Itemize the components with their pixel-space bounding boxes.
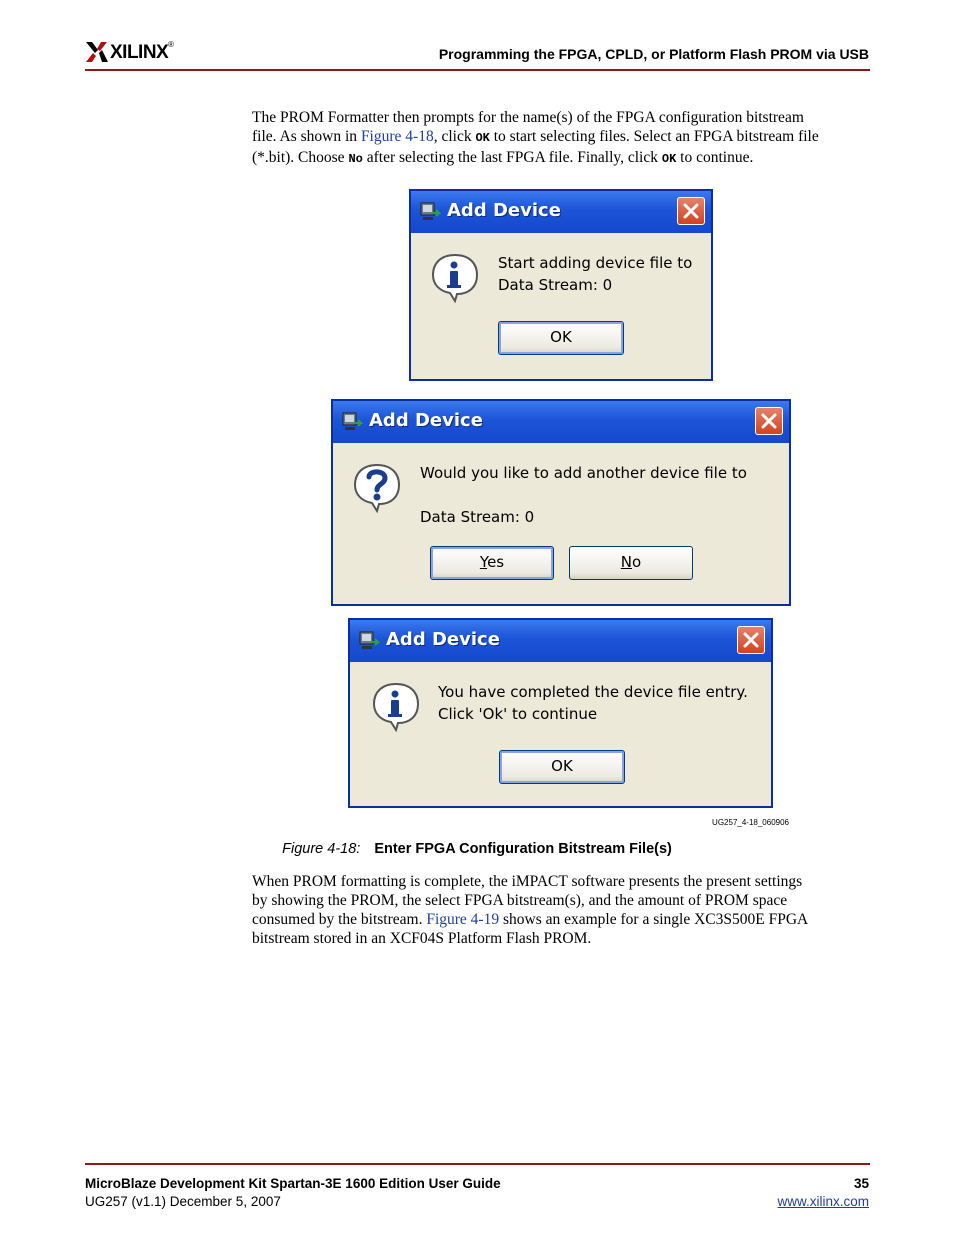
para1-line1: The PROM Formatter then prompts for the name(s) of the FPGA configuration bitstream [252,109,804,126]
text: after selecting the last FPGA file. Finally, click [362,149,662,166]
header-rule [85,69,870,71]
close-button[interactable] [737,626,765,654]
dialog-message [498,252,692,296]
para2-line4: bitstream stored in an XCF04S Platform Flash PROM. [252,930,592,947]
logo-registered-mark: ® [168,40,174,49]
info-icon [370,680,422,732]
no-button[interactable] [569,546,693,580]
text: file. As shown in [252,128,361,145]
figure-4-18-link[interactable]: Figure 4-18 [360,128,434,145]
dialog-title: Add Device [447,200,561,221]
close-icon [682,202,700,220]
para1-line2 [252,127,872,148]
dialog-message [438,681,748,725]
footer-doc-title: MicroBlaze Development Kit Spartan-3E 1600 Edition User Guide [85,1176,501,1191]
figure-caption [0,841,954,857]
header-title: Programming the FPGA, CPLD, or Platform Flash PROM via USB [438,46,869,62]
figure-code: UG257_4-18_060906 [712,818,789,827]
xilinx-logo [86,40,186,68]
results-paragraph [252,872,872,948]
button-label-rest: es [487,553,505,571]
para2-line2: by showing the PROM, the select FPGA bitstream(s), and the amount of PROM space [252,892,788,909]
page-number: 35 [853,1176,869,1191]
xilinx-mark-icon [86,40,108,64]
add-device-dialog-completed [348,618,773,808]
dialog-titlebar [333,401,789,443]
no-code: No [348,152,363,166]
text: to start selecting files. Select an FPGA bitstream file [489,128,819,145]
question-icon [351,461,403,513]
close-button[interactable] [677,197,705,225]
figure-4-19-link[interactable]: Figure 4-19 [426,911,500,928]
text: shows an example for a single XC3S500E FPGA [499,911,809,928]
xilinx-url-link[interactable]: www.xilinx.com [777,1194,869,1209]
button-mnemonic: N [620,553,633,571]
ok-button[interactable]: OK [498,321,624,355]
message-line: Start adding device file to [498,254,693,272]
add-device-dialog-another [331,399,791,606]
message-line: Data Stream: 0 [420,508,535,526]
impact-app-icon [419,201,441,223]
close-icon [742,631,760,649]
para2-line1: When PROM formatting is complete, the iMPACT software presents the present settings [252,873,803,890]
message-line: Data Stream: 0 [498,276,613,294]
dialog-title: Add Device [369,410,483,431]
ok-code: OK [661,152,677,166]
message-line: Click 'Ok' to continue [438,705,598,723]
close-icon [760,412,778,430]
figure-title: Enter FPGA Configuration Bitstream File(s) [374,841,672,857]
dialog-titlebar [411,191,711,233]
add-device-dialog-start [409,189,713,381]
intro-paragraph [252,108,872,169]
para2-line3 [252,910,872,929]
figure-number: Figure 4-18: [282,841,361,857]
close-button[interactable] [755,407,783,435]
impact-app-icon [358,630,380,652]
para1-line3 [252,148,872,169]
button-label-rest: o [632,553,642,571]
text: , click [433,128,476,145]
text: (*.bit). Choose [252,149,349,166]
dialog-titlebar [350,620,771,662]
dialog-message [420,462,747,528]
footer-doc-id: UG257 (v1.1) December 5, 2007 [85,1194,281,1209]
ok-button[interactable]: OK [499,750,625,784]
text: to continue. [676,149,754,166]
yes-button[interactable] [430,546,554,580]
text: consumed by the bitstream. [252,911,427,928]
impact-app-icon [341,411,363,433]
info-icon [429,251,481,303]
logo-text: XILINX [110,42,169,63]
message-line: Would you like to add another device file to [420,464,747,482]
footer-rule [85,1163,870,1165]
button-mnemonic: Y [479,553,488,571]
dialog-title: Add Device [386,629,500,650]
message-line: You have completed the device file entry. [438,683,748,701]
ok-code: OK [475,131,490,145]
